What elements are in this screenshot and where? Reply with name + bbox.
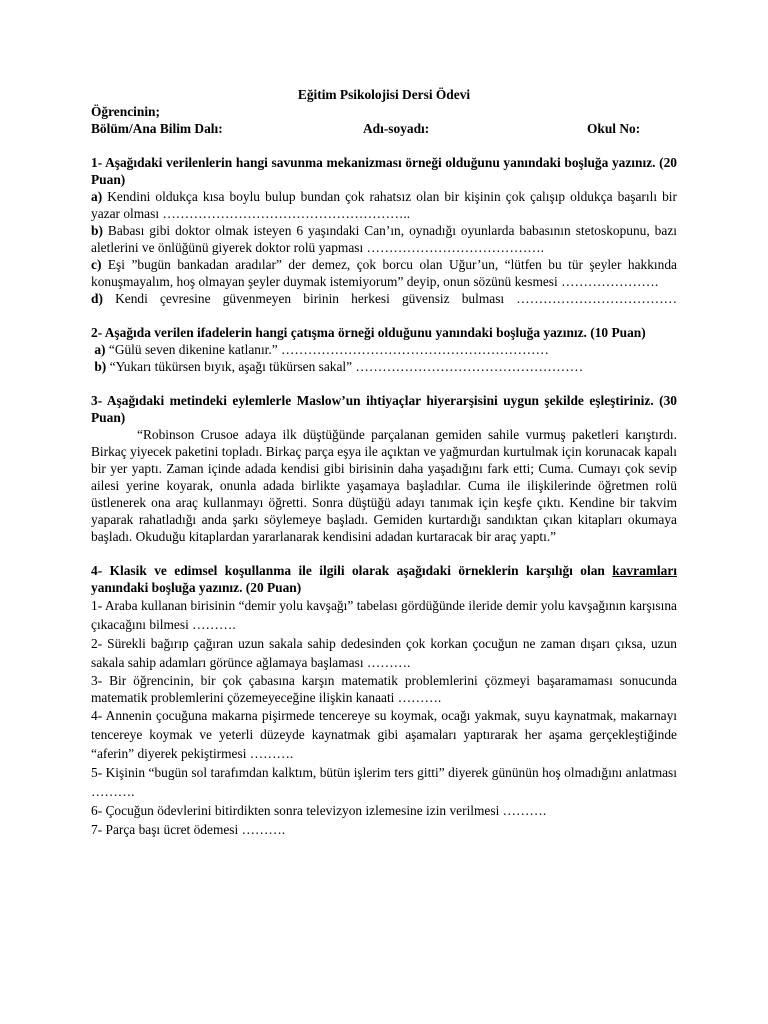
- student-label: Öğrencinin;: [91, 104, 160, 119]
- page-title: Eğitim Psikolojisi Dersi Ödevi: [297, 87, 471, 102]
- q3-passage: “Robinson Crusoe adaya ilk düştüğünde parçalanan gemiden sahile vurmuş paketleri karıştırdı. Birkaç yiyecek paketini topladı. Birkaç parça eşya ile açıktan ve yağmurdan kurtulmak için korunacak kapalı bir yer yaptı. Zaman içinde adada kendisi gibi birisinin daha yaşadığını fark etti; Cuma. Cumayı çok sevip ailesi yerine koyarak, onunla adada birlikte yaşamaya başladılar. Cuma ile ilişkilerinde öğretmen rolü üstlenerek ona araç kullanmayı öğretti. Sonra düştüğü adayı tanımak için keşfe çıktı. Kendine bir takvim yaparak rahatladığı anda şarkı söylemeye başladı. Gemiden kurtardığı sandıktan çıkan kitapları okumaya başladı. Okuduğu kitaplardan yararlanarak kendisini adadan kurtaracak bir araç yaptı.”: [91, 427, 677, 544]
- q1-item-d: d) Kendi çevresine güvenmeyen birinin herkesi güvensiz bulması ………………………………: [91, 291, 677, 306]
- department-field: Bölüm/Ana Bilim Dalı:: [91, 121, 223, 136]
- q1-item-a: a) Kendini oldukça kısa boylu bulup bundan çok rahatsız olan bir kişinin çok çalışıp oldukça başarılı bir yazar olması ………………………………………………..: [91, 189, 677, 221]
- q4-heading: 4- Klasik ve edimsel koşullanma ile ilgili olarak aşağıdaki örneklerin karşılığı olan kavramları yanındaki boşluğa yazınız. (20 Puan): [91, 563, 677, 595]
- q2-item-a: a) “Gülü seven dikenine katlanır.” ……………………………………………………: [94, 342, 549, 357]
- q4-item-4: 4- Annenin çocuğuna makarna pişirmede tencereye su koymak, ocağı yakmak, suyu kaynatmak, makarnayı tencereye koymak ve yeterli düzeyde kaynatmak gibi aşamaları yaptırarak her aşama gerçekleştiğinde “aferin” diyerek pekiştirmesi ……….: [91, 708, 677, 761]
- q1-item-b: b) Babası gibi doktor olmak isteyen 6 yaşındaki Can’ın, oynadığı oyunlarda babasının stetoskopunu, bazı aletlerini ve önlüğünü giyerek doktor rolü yapması ………………………………….: [91, 223, 677, 255]
- q4-item-7: 7- Parça başı ücret ödemesi ……….: [91, 822, 286, 837]
- document-page: [91, 86, 677, 839]
- q1-item-c: c) Eşi ”bugün bankadan aradılar” der demez, çok borcu olan Uğur’un, “lütfen bu tür şeyler hakkında konuşmayalım, hoş olmayan şeyler duymak istemiyorum” deyip, onun sözünü kesmesi ………………….: [91, 257, 677, 289]
- q3-heading: 3- Aşağıdaki metindeki eylemlerle Maslow’un ihtiyaçlar hiyerarşisini uygun şekilde eşleştiriniz. (30 Puan): [91, 393, 677, 425]
- q1-heading: 1- Aşağıdaki verilenlerin hangi savunma mekanizması örneği olduğunu yanındaki boşluğa yazınız. (20 Puan): [91, 155, 677, 187]
- student-fields: [91, 120, 677, 137]
- q4-item-5: 5- Kişinin “bugün sol tarafımdan kalktım, bütün işlerim ters gitti” diyerek gününün hoş olmadığını anlatması ……….: [91, 765, 677, 799]
- q4-item-1: 1- Araba kullanan birisinin “demir yolu kavşağı” tabelası gördüğünde ileride demir yolu kavşağının karşısına çıkacağını bilmesi ……….: [91, 598, 677, 632]
- q4-item-6: 6- Çocuğun ödevlerini bitirdikten sonra televizyon izlemesine izin verilmesi ……….: [91, 803, 547, 818]
- name-field: Adı-soyadı:: [363, 121, 430, 136]
- q4-item-3: 3- Bir öğrencinin, bir çok çabasına karşın matematik problemlerini çözmeyi başaramaması sonucunda matematik problemlerini çözemeyeceğine ilişkin kanaati ……….: [91, 673, 677, 705]
- q2-item-b: b) “Yukarı tükürsen bıyık, aşağı tükürsen sakal” ……………………………………………: [94, 359, 584, 374]
- q4-item-2: 2- Sürekli bağırıp çağıran uzun sakala sahip dedesinden çok korkan çocuğun ne zaman dışarı çıksa, uzun sakala sahip adamları görünce ağlamaya başlaması ……….: [91, 636, 677, 670]
- school-no-field: Okul No:: [587, 121, 641, 136]
- q2-heading: 2- Aşağıda verilen ifadelerin hangi çatışma örneği olduğunu yanındaki boşluğa yazınız. (10 Puan): [91, 325, 646, 340]
